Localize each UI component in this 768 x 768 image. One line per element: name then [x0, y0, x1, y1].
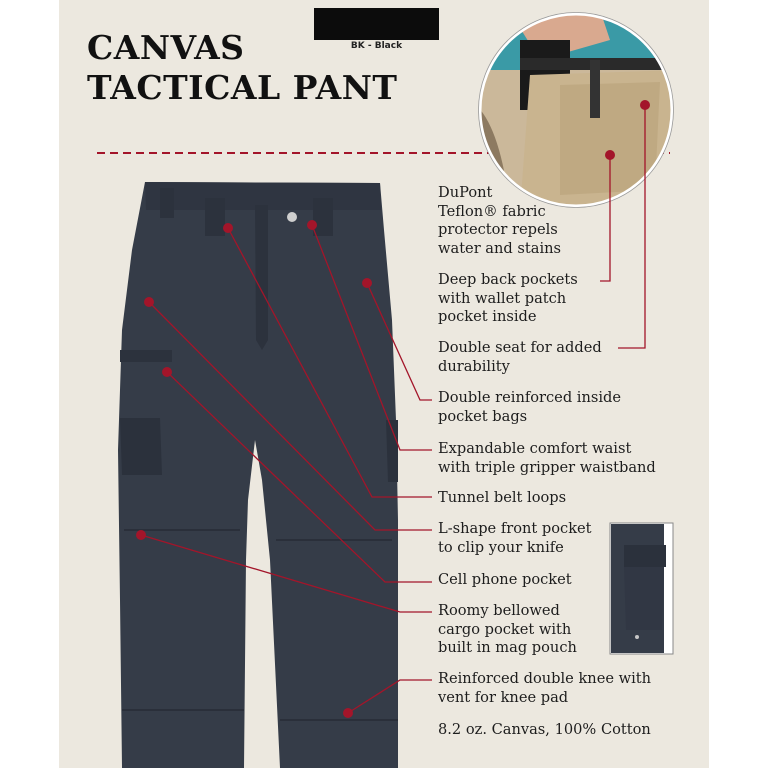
callout-front-pocket: L-shape front pocket to clip your knife	[438, 520, 592, 556]
product-title	[87, 28, 397, 108]
color-swatch[interactable]	[314, 8, 439, 40]
callout-belt-loops: Tunnel belt loops	[438, 489, 567, 506]
callout-knee: Reinforced double knee with vent for knee pad	[438, 670, 652, 706]
callout-back-pockets: Deep back pockets with wallet patch pocket inside	[438, 271, 578, 325]
callout-double-seat: Double seat for added durability	[438, 339, 602, 375]
callout-pocket-bags: Double reinforced inside pocket bags	[438, 389, 622, 425]
title-line-2: TACTICAL PANT	[87, 68, 398, 107]
cargo-pocket-inset	[610, 523, 673, 654]
callout-waist: Expandable comfort waist with triple gripper waistband	[438, 440, 656, 476]
fabric-spec: 8.2 oz. Canvas, 100% Cotton	[438, 721, 651, 738]
callout-cargo-pocket: Roomy bellowed cargo pocket with built in mag pouch	[438, 602, 577, 656]
pants-image	[118, 182, 398, 768]
callout-teflon: DuPont Teflon® fabric protector repels water and stains	[438, 184, 561, 257]
callout-cell-phone-pocket: Cell phone pocket	[438, 571, 572, 588]
color-swatch-label: BK - Black	[350, 41, 403, 51]
title-line-1: CANVAS	[87, 28, 245, 67]
